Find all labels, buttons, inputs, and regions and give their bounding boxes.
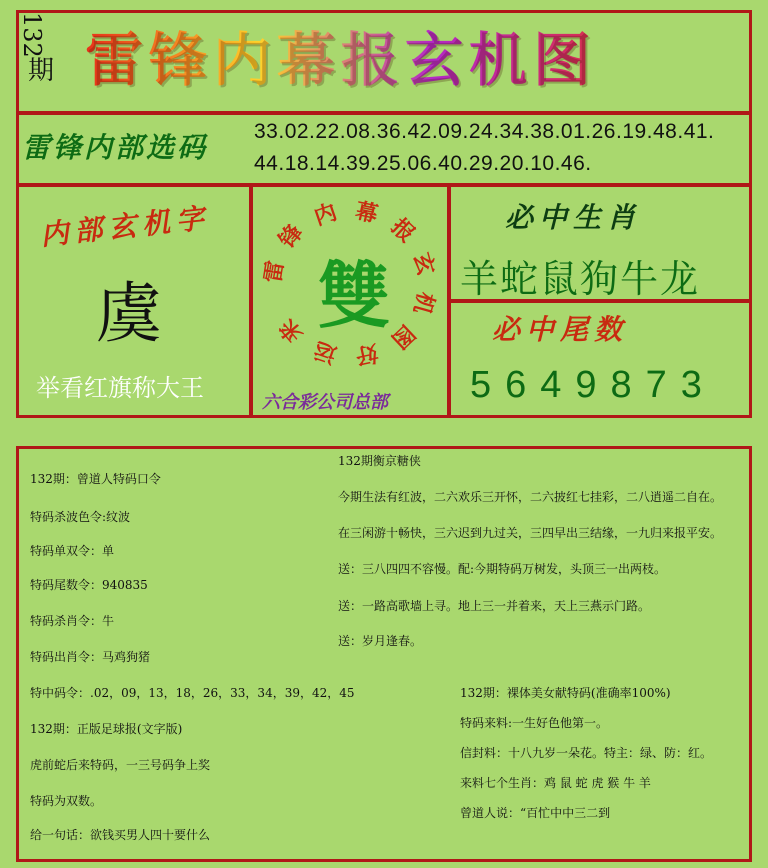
ring-char: 好: [352, 339, 380, 370]
right-bottom-line: 特码来料:一生好色他第一。: [460, 716, 609, 730]
issue-label: [20, 12, 62, 112]
left-line: 特中码令：.02，09，13，18，26，33，34，39，42，45: [30, 686, 355, 700]
page-title: 雷锋内幕报玄机图: [85, 20, 665, 100]
right-top-line: 送：一路高歌墙上寻。地上三一并着来，天上三燕示门路。: [338, 599, 651, 613]
ring-char: 图: [385, 319, 420, 354]
right-bottom-line: 信封料：十八九岁一朵花。特主：绿、防：红。: [460, 746, 713, 760]
left-line: 特码单双令：单: [30, 544, 115, 558]
ring-char: 玄: [408, 249, 440, 279]
right-bottom-line: 来料七个生肖：鸡 鼠 蛇 虎 猴 牛 羊: [460, 776, 651, 790]
inner-char: 虞: [96, 275, 162, 352]
right-bottom-line: 曾道人说：“百忙中中三二到: [460, 806, 611, 820]
zodiac-heading: 必中生肖: [505, 201, 642, 234]
left-line: 132期：曾道人特码口令: [30, 472, 161, 486]
issue-suffix: 期: [27, 55, 54, 86]
right-top-line: 在三闲游十畅快，三六迟到九过关，三四早出三结缘，一九归来报平安。: [338, 526, 723, 540]
tail-values: 5649873: [470, 364, 716, 406]
left-line: 132期：正版足球报(文字版): [30, 722, 183, 736]
right-top-line: 送：三八四四不容慢。配:今期特码万树发，头顶三一出两枝。: [338, 562, 667, 576]
left-line: 特码尾数令：940835: [30, 578, 148, 592]
right-top-heading: 132期衡京糖侠: [338, 454, 421, 468]
issue-number: 132: [18, 12, 46, 58]
tail-heading: 必中尾数: [492, 313, 629, 346]
left-line: 给一句话：欲钱买男人四十要什么: [30, 828, 211, 842]
left-line: 虎前蛇后来特码，一三号码争上奖: [30, 758, 211, 772]
ring-char: 幕: [352, 197, 380, 228]
numbers-line-1: 33.02.22.08.36.42.09.24.34.38.01.26.19.48.41.: [254, 120, 715, 143]
inner-phrase: 举看红旗称大王: [36, 374, 204, 402]
left-line: 特码为双数。: [30, 794, 103, 808]
ring-char: 报: [385, 213, 420, 248]
right-bottom-heading: 132期：裸体美女献特码(准确率100%): [460, 686, 671, 700]
right-top-line: 送：岁月逢春。: [338, 634, 423, 648]
ring-char: 机: [408, 288, 440, 318]
left-line: 特码杀肖令：牛: [30, 614, 115, 628]
section-title: 雷锋内部选码: [22, 131, 209, 164]
ring-char: 雷: [259, 259, 289, 286]
numbers-line-2: 44.18.14.39.25.06.40.29.20.10.46.: [254, 152, 592, 175]
left-line: 特码出肖令：马鸡狗猪: [30, 650, 151, 664]
ring-char: 锋: [274, 220, 309, 254]
ring-char: 内: [310, 199, 340, 231]
ring-char: 运: [310, 336, 340, 368]
center-char: 雙: [318, 253, 391, 338]
inner-heading: 内部玄机字: [38, 201, 212, 252]
ring-char: 来: [274, 313, 309, 347]
right-top-line: 今期生法有红波，二六欢乐三开怀，二六披红七挂彩，二八逍遥二自在。: [338, 490, 723, 504]
center-footer: 六合彩公司总部: [262, 392, 388, 413]
zodiac-values: 羊蛇鼠狗牛龙: [460, 257, 701, 301]
left-line: 特码杀波色令:纹波: [30, 510, 131, 524]
